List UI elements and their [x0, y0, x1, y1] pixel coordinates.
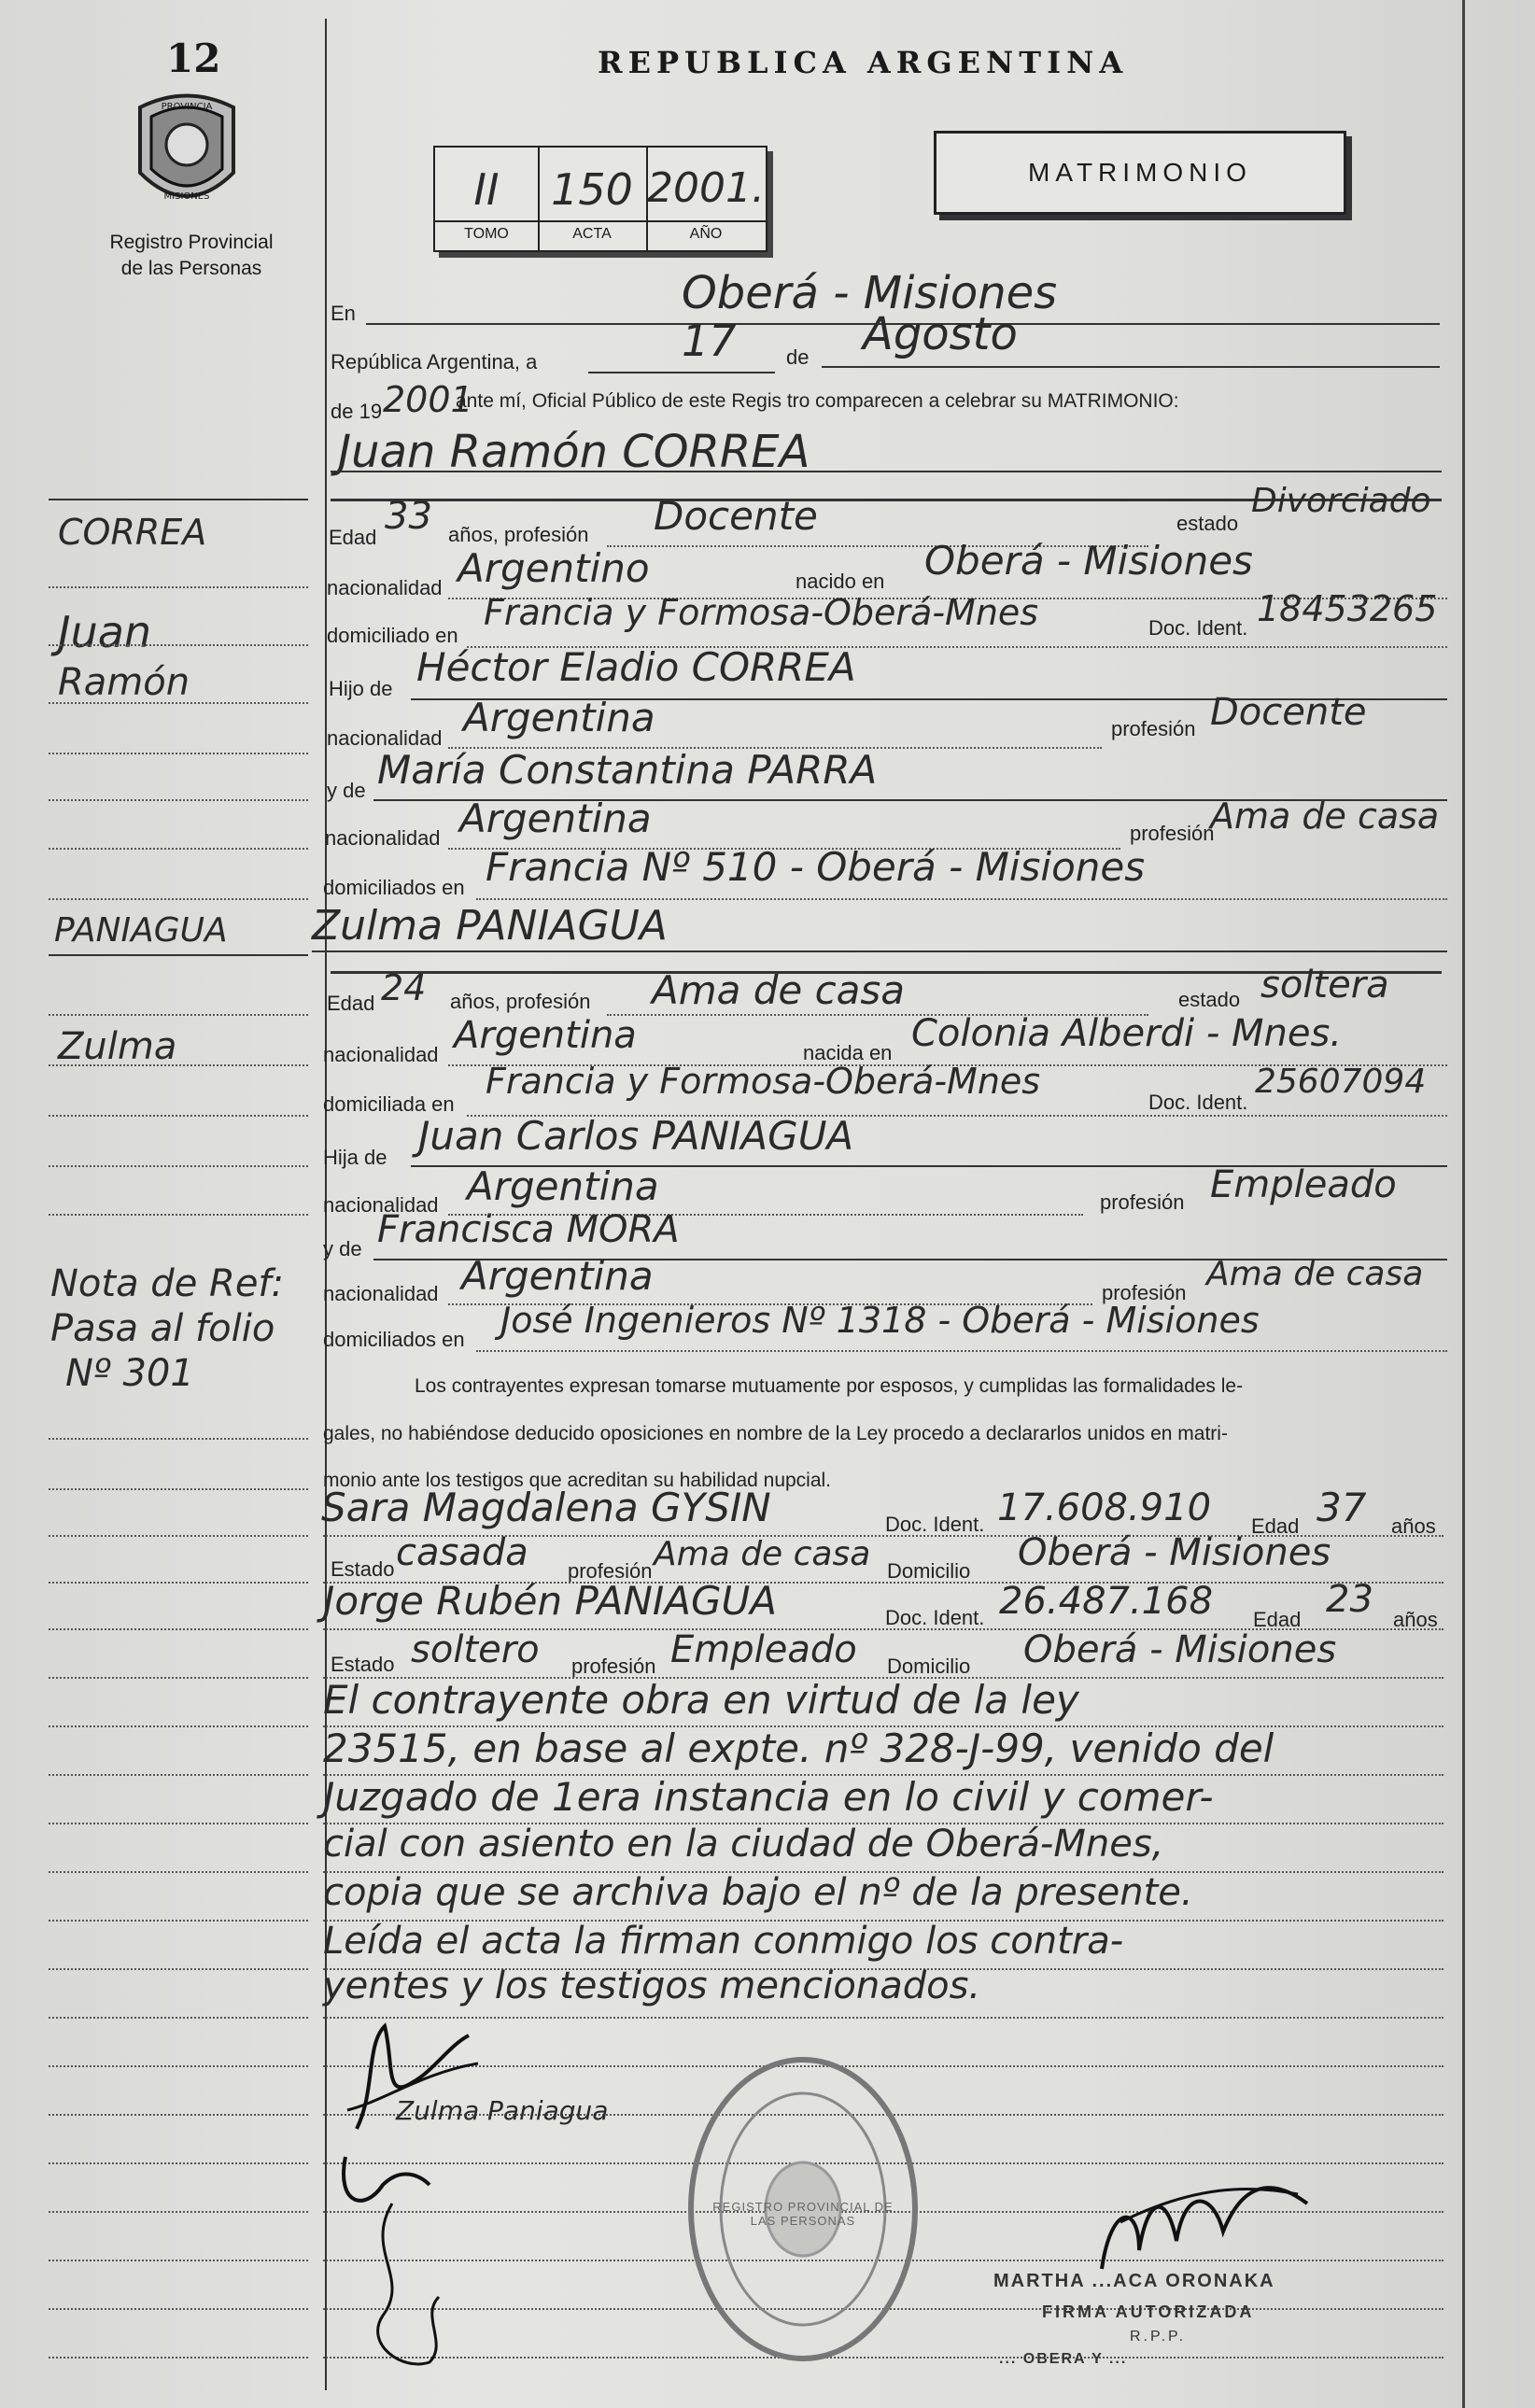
- witness2-prof-label: profesión: [571, 1655, 656, 1678]
- matrimonio-box: MATRIMONIO: [934, 131, 1346, 215]
- de19-label: de 19: [331, 400, 383, 423]
- note-line-3: Juzgado de 1era instancia en lo civil y comer-: [323, 1774, 1214, 1820]
- registry-line1: Registro Provincial: [109, 232, 274, 253]
- note-line-5: copia que se archiva bajo el nº de la presente.: [323, 1871, 1193, 1914]
- witness1-anos-label: años: [1391, 1514, 1436, 1538]
- official-stamp-line4: ... OBERA Y ...: [999, 2351, 1128, 2367]
- witness2-profession: Empleado: [670, 1628, 857, 1671]
- right-edge-line: [1462, 0, 1465, 2408]
- bride-birthplace: Colonia Alberdi - Mnes.: [911, 1012, 1342, 1055]
- note-line-2: 23515, en base al expte. nº 328-J-99, venido del: [323, 1725, 1274, 1771]
- groom-full-name: Juan Ramón CORREA: [338, 426, 810, 478]
- declaration-line1: Los contrayentes expresan tomarse mutuamente por esposos, y cumplidas las formalidades le-: [415, 1375, 1244, 1397]
- seal-bottom-text: MISIONES: [163, 191, 210, 202]
- margin-groom-surname: CORREA: [58, 512, 207, 553]
- witness1-doc-label: Doc. Ident.: [885, 1513, 985, 1536]
- bride-signature: Zulma Paniagua: [396, 2095, 609, 2126]
- official-stamp-line3: R.P.P.: [1130, 2329, 1187, 2345]
- bride-yde-label: y de: [323, 1237, 362, 1260]
- groom-mother-prof-label: profesión: [1130, 822, 1215, 845]
- note-line-4: cial con asiento en la ciudad de Oberá-Mnes,: [323, 1823, 1164, 1866]
- margin-bride-name: Zulma: [58, 1025, 177, 1068]
- province-seal-icon: [131, 89, 243, 219]
- margin-groom-name2: Ramón: [58, 661, 190, 704]
- groom-doc: 18453265: [1257, 588, 1438, 629]
- tomo-label: TOMO: [464, 226, 509, 242]
- acta-label: ACTA: [572, 226, 612, 242]
- groom-edad-label: Edad: [329, 526, 377, 549]
- groom-father-prof-label: profesión: [1111, 717, 1196, 740]
- bride-father-prof-label: profesión: [1100, 1190, 1185, 1214]
- republica-label: República Argentina, a: [331, 350, 538, 373]
- official-stamp-line1: MARTHA ...ACA ORONAKA: [993, 2271, 1275, 2291]
- bride-father-prof: Empleado: [1210, 1163, 1397, 1206]
- groom-mother-prof: Ama de casa: [1210, 796, 1440, 837]
- groom-status: Divorciado: [1251, 482, 1431, 520]
- witness2-estado-label: Estado: [331, 1653, 395, 1676]
- witness2-dom-label: Domicilio: [887, 1655, 971, 1678]
- witness2-name: Jorge Rubén PANIAGUA: [323, 1578, 777, 1624]
- bride-parents-addr: José Ingenieros Nº 1318 - Oberá - Misiones: [500, 1300, 1260, 1341]
- declaration-line2: gales, no habiéndose deducido oposiciones en nombre de la Ley procedo a declararlos unidos en matri-: [323, 1423, 1228, 1444]
- intro-month: Agosto: [863, 308, 1018, 360]
- seal-top-text: PROVINCIA: [161, 102, 213, 112]
- bride-father: Juan Carlos PANIAGUA: [418, 1113, 854, 1159]
- margin-note3: Nº 301: [65, 1352, 194, 1395]
- intro-place: Oberá - Misiones: [682, 267, 1058, 319]
- witness1-address: Oberá - Misiones: [1018, 1531, 1331, 1574]
- groom-nacido-label: nacido en: [796, 570, 885, 593]
- witness-signatures-icon: [327, 2129, 495, 2390]
- groom-yde-label: y de: [327, 779, 366, 802]
- intro-statement: ante mí, Oficial Público de este Regis tro comparecen a celebrar su MATRIMONIO:: [456, 390, 1179, 412]
- witness2-anos-label: años: [1393, 1608, 1438, 1631]
- margin-note1: Nota de Ref:: [50, 1262, 284, 1305]
- record-id-box: [433, 146, 768, 252]
- en-label: En: [331, 302, 356, 325]
- bride-edad-label: Edad: [327, 992, 375, 1015]
- page-number: 12: [166, 35, 221, 81]
- groom-father: Héctor Eladio CORREA: [416, 644, 856, 690]
- witness1-status: casada: [396, 1531, 528, 1574]
- ano-label: AÑO: [689, 226, 723, 242]
- witness2-doc: 26.487.168: [999, 1580, 1214, 1623]
- groom-profession: Docente: [654, 493, 818, 539]
- groom-doc-label: Doc. Ident.: [1148, 616, 1248, 640]
- groom-father-nat: Argentina: [463, 695, 655, 740]
- groom-nac-label: nacionalidad: [327, 576, 443, 599]
- bride-mother-prof: Ama de casa: [1206, 1255, 1424, 1293]
- bride-profesion-label: años, profesión: [450, 990, 591, 1013]
- groom-birthplace: Oberá - Misiones: [924, 538, 1253, 584]
- margin-groom-name1: Juan: [58, 607, 152, 657]
- intro-day: 17: [682, 316, 737, 366]
- bride-mother: Francisca MORA: [377, 1208, 680, 1251]
- bride-estado-label: estado: [1178, 988, 1241, 1011]
- bride-doc: 25607094: [1255, 1063, 1427, 1101]
- witness2-status: soltero: [411, 1628, 540, 1671]
- witness2-age: 23: [1326, 1578, 1373, 1621]
- official-stamp-line2: FIRMA AUTORIZADA: [1042, 2302, 1255, 2321]
- bride-hija-label: Hija de: [323, 1146, 387, 1169]
- bride-father-nat-label: nacionalidad: [323, 1193, 439, 1217]
- groom-dom-label: domiciliado en: [327, 624, 458, 647]
- note-line-6: Leída el acta la firman conmigo los contra-: [323, 1920, 1124, 1963]
- groom-address: Francia y Formosa-Oberá-Mnes: [484, 592, 1039, 633]
- bride-status: soltera: [1260, 964, 1389, 1007]
- witness1-doc: 17.608.910: [997, 1486, 1212, 1529]
- margin-note2: Pasa al folio: [50, 1307, 275, 1350]
- witness2-address: Oberá - Misiones: [1023, 1628, 1337, 1671]
- bride-doc-label: Doc. Ident.: [1148, 1091, 1248, 1114]
- groom-father-prof: Docente: [1210, 691, 1367, 734]
- bride-parents-addr-label: domiciliados en: [323, 1328, 465, 1351]
- witness1-edad-label: Edad: [1251, 1514, 1300, 1538]
- round-seal-text: REGISTRO PROVINCIAL DE LAS PERSONAS: [712, 2200, 894, 2228]
- note-line-7: yentes y los testigos mencionados.: [323, 1964, 981, 2007]
- registry-line2: de las Personas: [120, 258, 262, 279]
- groom-profesion-label: años, profesión: [448, 523, 589, 546]
- bride-dom-label: domiciliada en: [323, 1092, 455, 1116]
- groom-father-nat-label: nacionalidad: [327, 726, 443, 750]
- bride-nationality: Argentina: [454, 1014, 637, 1057]
- bride-nacida-label: nacida en: [803, 1041, 893, 1064]
- witness1-estado-label: Estado: [331, 1557, 395, 1581]
- groom-parents-addr-label: domiciliados en: [323, 876, 465, 899]
- groom-age: 33: [385, 495, 432, 538]
- witness1-name: Sara Magdalena GYSIN: [321, 1485, 771, 1530]
- note-line-1: El contrayente obra en virtud de la ley: [323, 1677, 1079, 1723]
- witness2-doc-label: Doc. Ident.: [885, 1606, 985, 1629]
- groom-estado-label: estado: [1176, 512, 1239, 535]
- witness2-edad-label: Edad: [1253, 1608, 1302, 1631]
- witness1-prof-label: profesión: [568, 1559, 653, 1583]
- bride-mother-nat-label: nacionalidad: [323, 1282, 439, 1305]
- declaration-line3: monio ante los testigos que acreditan su habilidad nupcial.: [323, 1470, 832, 1491]
- witness1-age: 37: [1317, 1485, 1367, 1530]
- bride-address: Francia y Formosa-Oberá-Mnes: [486, 1061, 1041, 1102]
- groom-mother-nat-label: nacionalidad: [325, 826, 441, 850]
- groom-mother-nat: Argentina: [459, 796, 652, 841]
- bride-mother-nat: Argentina: [461, 1253, 654, 1299]
- bride-full-name: Zulma PANIAGUA: [312, 902, 668, 950]
- ano-value: 2001.: [647, 164, 765, 212]
- groom-mother: María Constantina PARRA: [377, 747, 878, 793]
- witness1-profession: Ama de casa: [654, 1535, 871, 1573]
- witness1-dom-label: Domicilio: [887, 1559, 971, 1583]
- bride-nac-label: nacionalidad: [323, 1043, 439, 1066]
- bride-profession: Ama de casa: [652, 967, 906, 1013]
- republic-title: REPUBLICA ARGENTINA: [598, 45, 1129, 80]
- margin-bride-surname: PANIAGUA: [54, 911, 228, 950]
- de-label: de: [786, 345, 810, 369]
- tomo-value: II: [473, 164, 500, 215]
- groom-nationality: Argentino: [458, 545, 650, 591]
- intro-year: 2001: [383, 379, 473, 420]
- acta-value: 150: [551, 164, 633, 215]
- groom-parents-addr: Francia Nº 510 - Oberá - Misiones: [486, 844, 1146, 890]
- groom-hijo-label: Hijo de: [329, 677, 393, 700]
- bride-mother-prof-label: profesión: [1102, 1281, 1187, 1304]
- bride-father-nat: Argentina: [467, 1163, 659, 1209]
- bride-age: 24: [381, 967, 427, 1008]
